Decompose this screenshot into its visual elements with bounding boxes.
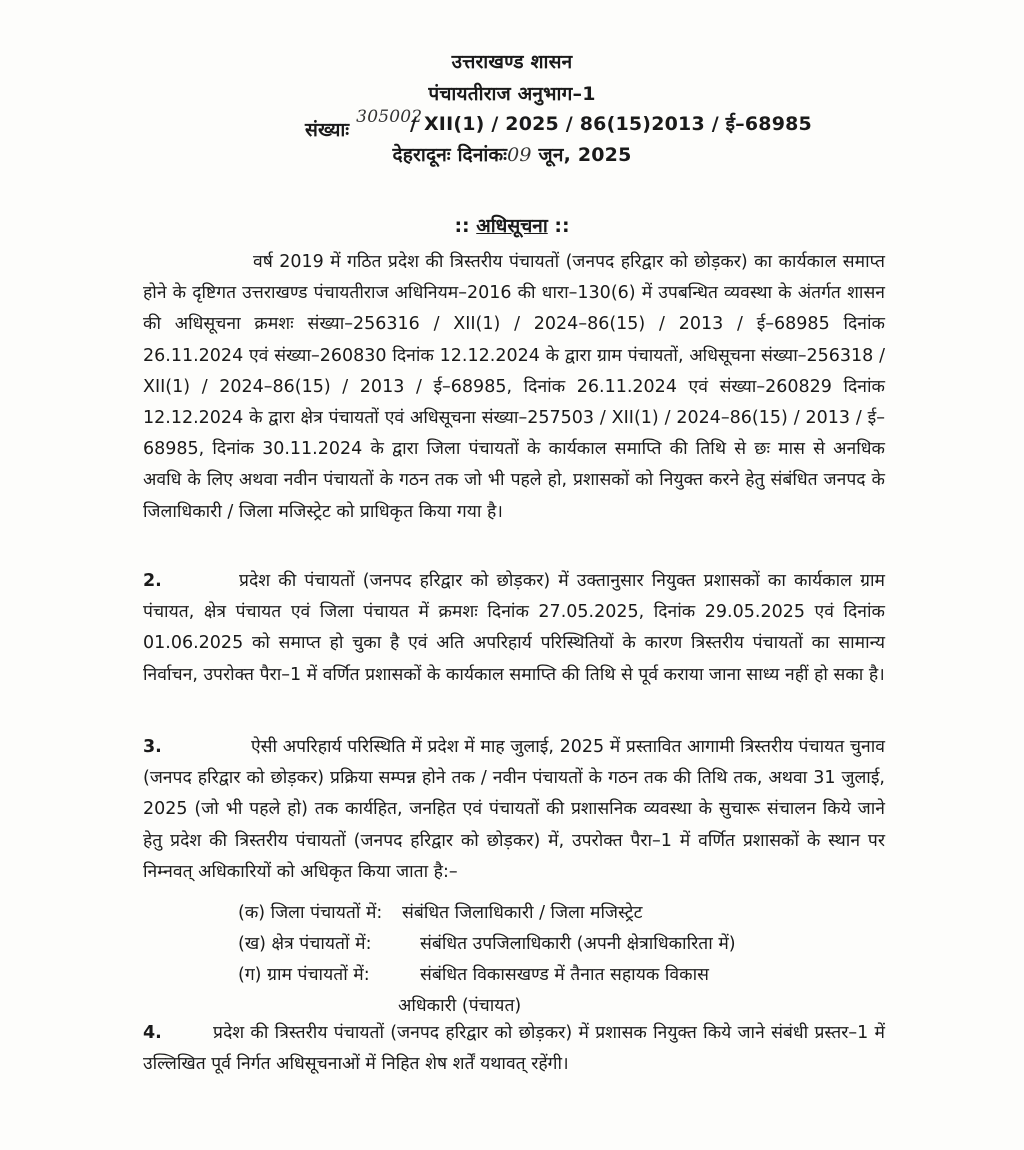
paragraph-4-text: प्रदेश की त्रिस्तरीय पंचायतों (जनपद हरिद्वार को छोड़कर) में प्रशासक नियुक्त किये जाने संबंधी प्रस्तर–1 में उल्लिखित पूर्व निर्गत अधिसूचनाओं में निहित शेष शर्तें यथावत् रहेंगी।: [143, 1023, 885, 1075]
authority-list: [238, 898, 858, 1022]
issue-date: [0, 141, 1024, 167]
date-printed: जून, 2025: [538, 144, 632, 166]
title-text: अधिसूचना: [476, 215, 548, 237]
reference-number-label: संख्याः: [305, 119, 350, 141]
date-label: देहरादूनः दिनांकः: [392, 144, 508, 166]
notification-title: [0, 212, 1024, 238]
title-suffix: ::: [547, 215, 570, 237]
list-item: [238, 960, 858, 991]
list-item-value: संबंधित जिलाधिकारी / जिला मजिस्ट्रेट: [402, 903, 643, 923]
paragraph-3: [143, 732, 885, 888]
handwritten-date: 09: [507, 144, 532, 166]
reference-number-printed: / XII(1) / 2025 / 86(15)2013 / ई–68985: [410, 113, 812, 135]
paragraph-1: वर्ष 2019 में गठित प्रदेश की त्रिस्तरीय पंचायतों (जनपद हरिद्वार को छोड़कर) का कार्यकाल समाप्त होने के दृष्टिगत उत्तराखण्ड पंचायतीराज अधिनियम–2016 की धारा–130(6) में उपबन्धित व्यवस्था के अंतर्गत शासन की अधिसूचना क्रमशः संख्या–256316 / XII(1) / 2024–86(15) / 2013 / ई–68985 दिनांक 26.11.2024 एवं संख्या–260830 दिनांक 12.12.2024 के द्वारा ग्राम पंचायतों, अधिसूचना संख्या–256318 / XII(1) / 2024–86(15) / 2013 / ई–68985, दिनांक 26.11.2024 एवं संख्या–260829 दिनांक 12.12.2024 के द्वारा क्षेत्र पंचायतों एवं अधिसूचना संख्या–257503 / XII(1) / 2024–86(15) / 2013 / ई–68985, दिनांक 30.11.2024 के द्वारा जिला पंचायतों के कार्यकाल समाप्ति की तिथि से छः मास से अनधिक अवधि के लिए अथवा नवीन पंचायतों के गठन तक जो भी पहले हो, प्रशासकों को नियुक्त करने हेतु संबंधित जनपद के जिलाधिकारी / जिला मजिस्ट्रेट को प्राधिकृत किया गया है।: [143, 252, 885, 522]
paragraph-3-text: ऐसी अपरिहार्य परिस्थिति में प्रदेश में माह जुलाई, 2025 में प्रस्तावित आगामी त्रिस्तरीय पंचायत चुनाव (जनपद हरिद्वार को छोड़कर) प्रक्रिया सम्पन्न होने तक / नवीन पंचायतों के गठन तक की तिथि तक, अथवा 31 जुलाई, 2025 (जो भी पहले हो) तक कार्यहित, जनहित एवं पंचायतों की प्रशासनिक व्यवस्था के सुचारू संचालन किये जाने हेतु प्रदेश की त्रिस्तरीय पंचायतों (जनपद हरिद्वार को छोड़कर) में, उपरोक्त पैरा–1 में वर्णित प्रशासकों के स्थान पर निम्नवत् अधिकारियों को अधिकृत किया जाता है:–: [143, 737, 885, 882]
list-item-key: (क) जिला पंचायतों में:: [238, 903, 383, 923]
government-name: उत्तराखण्ड शासन: [451, 51, 573, 73]
paragraph-4-number: 4.: [143, 1023, 162, 1043]
paragraph-2-text: प्रदेश की पंचायतों (जनपद हरिद्वार को छोड़कर) में उक्तानुसार नियुक्त प्रशासकों का कार्यकाल ग्राम पंचायत, क्षेत्र पंचायत एवं जिला पंचायत में क्रमशः दिनांक 27.05.2025, दिनांक 29.05.2025 एवं दिनांक 01.06.2025 को समाप्त हो चुका है एवं अति अपरिहार्य परिस्थितियों के कारण त्रिस्तरीय पंचायतों का सामान्य निर्वाचन, उपरोक्त पैरा–1 में वर्णित प्रशासकों के कार्यकाल समाप्ति की तिथि से पूर्व कराया जाना साध्य नहीं हो सका है।: [143, 571, 885, 685]
paragraph-2-number: 2.: [143, 571, 162, 591]
title-prefix: ::: [454, 215, 477, 237]
list-item-value: संबंधित विकासखण्ड में तैनात सहायक विकास: [420, 965, 709, 985]
department-name: पंचायतीराज अनुभाग–1: [428, 83, 596, 105]
handwritten-number: 305002: [356, 107, 423, 127]
list-item: [238, 898, 858, 929]
list-item: [238, 929, 858, 960]
paragraph-2: [143, 566, 885, 691]
list-item-continuation: अधिकारी (पंचायत): [398, 996, 522, 1016]
paragraph-3-number: 3.: [143, 737, 162, 757]
paragraph-4: [143, 1018, 885, 1080]
list-item-value: संबंधित उपजिलाधिकारी (अपनी क्षेत्राधिकारिता में): [420, 934, 736, 954]
list-item-key: (ग) ग्राम पंचायतों में:: [238, 965, 370, 985]
list-item-key: (ख) क्षेत्र पंचायतों में:: [238, 934, 372, 954]
